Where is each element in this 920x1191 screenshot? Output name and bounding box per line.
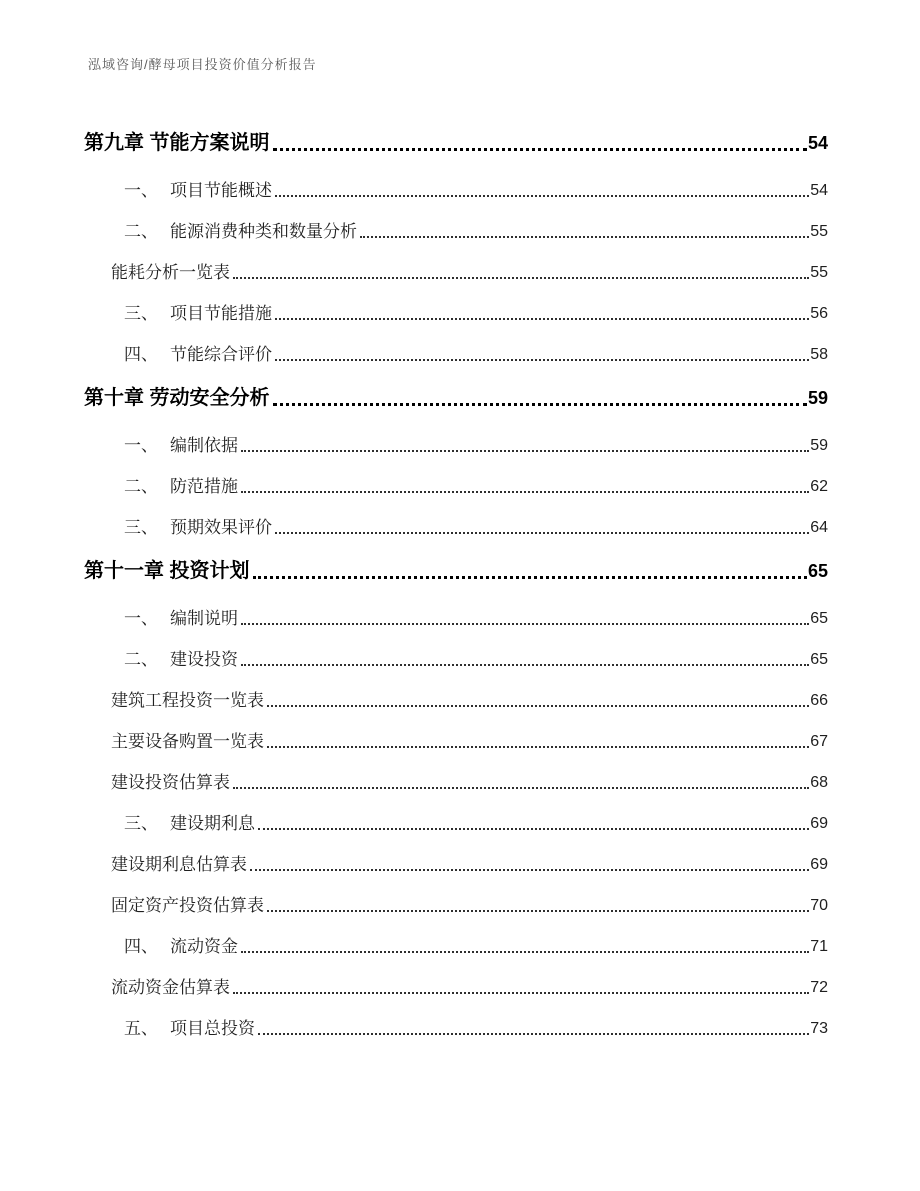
item-title: 建设期利息 <box>170 814 255 833</box>
dot-leader <box>267 705 809 707</box>
toc-item-row[interactable] <box>84 896 828 916</box>
item-number: 三、 <box>124 304 158 323</box>
page-number: 66 <box>810 692 828 709</box>
page-number: 67 <box>810 733 828 750</box>
page-number: 69 <box>810 856 828 873</box>
toc-chapter-row[interactable] <box>84 386 828 410</box>
toc-item-row[interactable] <box>84 855 828 875</box>
item-title: 固定资产投资估算表 <box>111 896 264 915</box>
chapter-title: 第十章 劳动安全分析 <box>84 387 270 409</box>
toc-item-row[interactable] <box>84 477 828 497</box>
toc-section-chapter-9 <box>84 131 828 365</box>
toc-section-chapter-11 <box>84 559 828 1039</box>
page-number: 54 <box>810 182 828 199</box>
item-title: 建设投资估算表 <box>111 773 230 792</box>
item-title: 预期效果评价 <box>170 518 272 537</box>
toc-item-row[interactable] <box>84 263 828 283</box>
toc-item-row[interactable] <box>84 436 828 456</box>
item-title: 流动资金 <box>170 937 238 956</box>
dot-leader <box>253 576 807 579</box>
page-number: 69 <box>810 815 828 832</box>
dot-leader <box>275 318 809 320</box>
dot-leader <box>233 787 809 789</box>
item-title: 防范措施 <box>170 477 238 496</box>
item-number: 一、 <box>124 181 158 200</box>
page-number: 62 <box>810 478 828 495</box>
item-title: 建设投资 <box>170 650 238 669</box>
dot-leader <box>258 1033 809 1035</box>
dot-leader <box>360 236 809 238</box>
toc-item-row[interactable] <box>84 773 828 793</box>
page-number: 64 <box>810 519 828 536</box>
page-number: 65 <box>810 610 828 627</box>
toc-item-row[interactable] <box>84 691 828 711</box>
toc-item-row[interactable] <box>84 304 828 324</box>
toc-item-row[interactable] <box>84 937 828 957</box>
item-title: 主要设备购置一览表 <box>111 732 264 751</box>
item-title: 项目节能措施 <box>170 304 272 323</box>
dot-leader <box>233 277 809 279</box>
item-title: 建筑工程投资一览表 <box>111 691 264 710</box>
dot-leader <box>275 532 809 534</box>
toc-item-row[interactable] <box>84 345 828 365</box>
item-title: 编制说明 <box>170 609 238 628</box>
toc-chapter-row[interactable] <box>84 131 828 155</box>
item-number: 二、 <box>124 650 158 669</box>
page-number: 56 <box>810 305 828 322</box>
page-number: 58 <box>810 346 828 363</box>
page-number: 65 <box>807 561 828 581</box>
toc-item-row[interactable] <box>84 650 828 670</box>
item-title: 能耗分析一览表 <box>111 263 230 282</box>
toc-item-row[interactable] <box>84 609 828 629</box>
item-number: 五、 <box>124 1019 158 1038</box>
page-number: 73 <box>810 1020 828 1037</box>
dot-leader <box>258 828 809 830</box>
page-number: 54 <box>807 133 828 153</box>
dot-leader <box>267 746 809 748</box>
item-title: 节能综合评价 <box>170 345 272 364</box>
dot-leader <box>275 359 809 361</box>
toc-chapter-row[interactable] <box>84 559 828 583</box>
dot-leader <box>241 450 809 452</box>
item-number: 一、 <box>124 609 158 628</box>
item-title: 建设期利息估算表 <box>111 855 247 874</box>
toc-item-row[interactable] <box>84 732 828 752</box>
item-title: 项目节能概述 <box>170 181 272 200</box>
page-number: 72 <box>810 979 828 996</box>
toc-item-row[interactable] <box>84 181 828 201</box>
toc-item-row[interactable] <box>84 978 828 998</box>
item-title: 编制依据 <box>170 436 238 455</box>
dot-leader <box>241 623 809 625</box>
dot-leader <box>275 195 809 197</box>
table-of-contents <box>84 119 828 1060</box>
item-title: 流动资金估算表 <box>111 978 230 997</box>
toc-section-chapter-10 <box>84 386 828 538</box>
item-number: 二、 <box>124 222 158 241</box>
page-number: 71 <box>810 938 828 955</box>
page-number: 55 <box>810 223 828 240</box>
toc-item-row[interactable] <box>84 518 828 538</box>
chapter-title: 第九章 节能方案说明 <box>84 132 270 154</box>
item-number: 四、 <box>124 937 158 956</box>
dot-leader <box>241 491 809 493</box>
dot-leader <box>273 148 807 151</box>
page-number: 65 <box>810 651 828 668</box>
page-number: 68 <box>810 774 828 791</box>
dot-leader <box>233 992 809 994</box>
page-number: 59 <box>810 437 828 454</box>
toc-item-row[interactable] <box>84 222 828 242</box>
item-number: 三、 <box>124 814 158 833</box>
dot-leader <box>273 403 807 406</box>
page-number: 70 <box>810 897 828 914</box>
page-number: 59 <box>807 388 828 408</box>
dot-leader <box>267 910 809 912</box>
dot-leader <box>250 869 809 871</box>
chapter-title: 第十一章 投资计划 <box>84 560 250 582</box>
item-title: 项目总投资 <box>170 1019 255 1038</box>
item-number: 二、 <box>124 477 158 496</box>
toc-item-row[interactable] <box>84 814 828 834</box>
item-number: 一、 <box>124 436 158 455</box>
item-number: 三、 <box>124 518 158 537</box>
dot-leader <box>241 951 809 953</box>
dot-leader <box>241 664 809 666</box>
item-title: 能源消费种类和数量分析 <box>170 222 357 241</box>
page-number: 55 <box>810 264 828 281</box>
running-header: 泓域咨询/酵母项目投资价值分析报告 <box>88 57 317 72</box>
item-number: 四、 <box>124 345 158 364</box>
toc-item-row[interactable] <box>84 1019 828 1039</box>
